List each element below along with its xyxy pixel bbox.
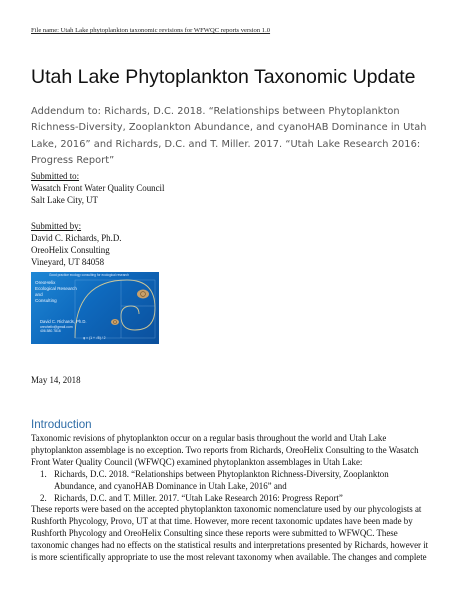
submitted-by-block — [31, 221, 121, 269]
file-name-line: File name: Utah Lake phytoplankton taxonomic revisions for WFWQC reports version 1.0 — [31, 27, 271, 34]
logo-org-line: and — [35, 292, 43, 297]
addendum-citation — [31, 104, 451, 169]
list-item-number: 1. — [40, 468, 47, 479]
section-heading-introduction: Introduction — [31, 418, 92, 431]
logo-contact-line: oreohelix@gmail.com — [40, 324, 73, 329]
logo-org-name — [35, 280, 77, 304]
paragraph-line: These reports were based on the accepted phytoplankton taxonomic nomenclature used by our phycologists at — [31, 504, 422, 515]
list-item-text: Richards, D.C. 2018. “Relationships between Phytoplankton Richness-Diversity, Zooplankton — [54, 468, 389, 479]
addendum-line: Lake, 2016” and Richards, D.C. and T. Miller. 2017. “Utah Lake Research 2016: — [31, 138, 421, 150]
logo-contact-line: 406.580.7816 — [40, 329, 61, 333]
logo-contact-line: David C. Richards, Ph.D. — [40, 319, 87, 324]
list-item-continuation: Abundance, and cyanoHAB Dominance in Utah Lake, 2016” and — [54, 480, 287, 491]
list-item — [31, 469, 451, 481]
addendum-line: Richness-Diversity, Zooplankton Abundance, and cyanoHAB Dominance in Utah — [31, 122, 427, 134]
paragraph-line: is more scientifically appropriate to use the most relevant taxonomy when available. The changes and complete — [31, 552, 427, 563]
submitted-by-label: Submitted by: — [31, 221, 82, 231]
paragraph-line: taxonomic changes had no effects on the statistical results and interpretations presented by Richards, however it — [31, 540, 429, 551]
submitted-by-line: OreoHelix Consulting — [31, 244, 110, 255]
submitted-to-label: Submitted to: — [31, 171, 80, 181]
document-date: May 14, 2018 — [31, 375, 81, 385]
logo-org-line: Ecological Research — [35, 286, 77, 291]
paragraph-line: Rushforth Phycology, Provo, UT at that time. However, more recent taxonomic updates have been made by — [31, 516, 413, 527]
logo-org-line: OreoHelix — [35, 280, 56, 285]
logo-org-line: Consulting — [35, 298, 57, 303]
list-item-number: 2. — [40, 492, 47, 503]
logo-contact — [40, 320, 87, 334]
submitted-to-block — [31, 171, 164, 207]
list-item-text: Richards, D.C. and T. Miller. 2017. “Utah Lake Research 2016: Progress Report” — [54, 492, 343, 503]
introduction-body — [31, 433, 451, 564]
document-title: Utah Lake Phytoplankton Taxonomic Update — [31, 66, 416, 88]
logo-tagline: Good practice ecology consulting for ecological research — [49, 273, 129, 277]
paragraph-line: Taxonomic revisions of phytoplankton occur on a regular basis throughout the world and Utah Lake — [31, 433, 387, 443]
list-item — [31, 493, 451, 505]
addendum-line: Progress Report” — [31, 154, 115, 166]
paragraph-line: phytoplankton assemblage is no exception. Two reports from Richards, OreoHelix Consulting to the Wasatch — [31, 444, 419, 455]
submitted-to-line: Salt Lake City, UT — [31, 194, 98, 205]
submitted-to-line: Wasatch Front Water Quality Council — [31, 182, 165, 193]
submitted-by-line: Vineyard, UT 84058 — [31, 256, 105, 267]
addendum-line: Addendum to: Richards, D.C. 2018. “Relationships between Phytoplankton — [31, 106, 400, 117]
paragraph-line: Front Water Quality Council (WFWQC) examined phytoplankton assemblages in Utah Lake: — [31, 456, 363, 467]
logo-formula: φ = (1 + √5) / 2 — [83, 336, 106, 340]
submitted-by-line: David C. Richards, Ph.D. — [31, 232, 122, 243]
oreohelix-logo — [31, 272, 159, 344]
paragraph-line: Rushforth Phycology and OreoHelix Consulting since these reports were submitted to WFWQC. These — [31, 528, 398, 539]
